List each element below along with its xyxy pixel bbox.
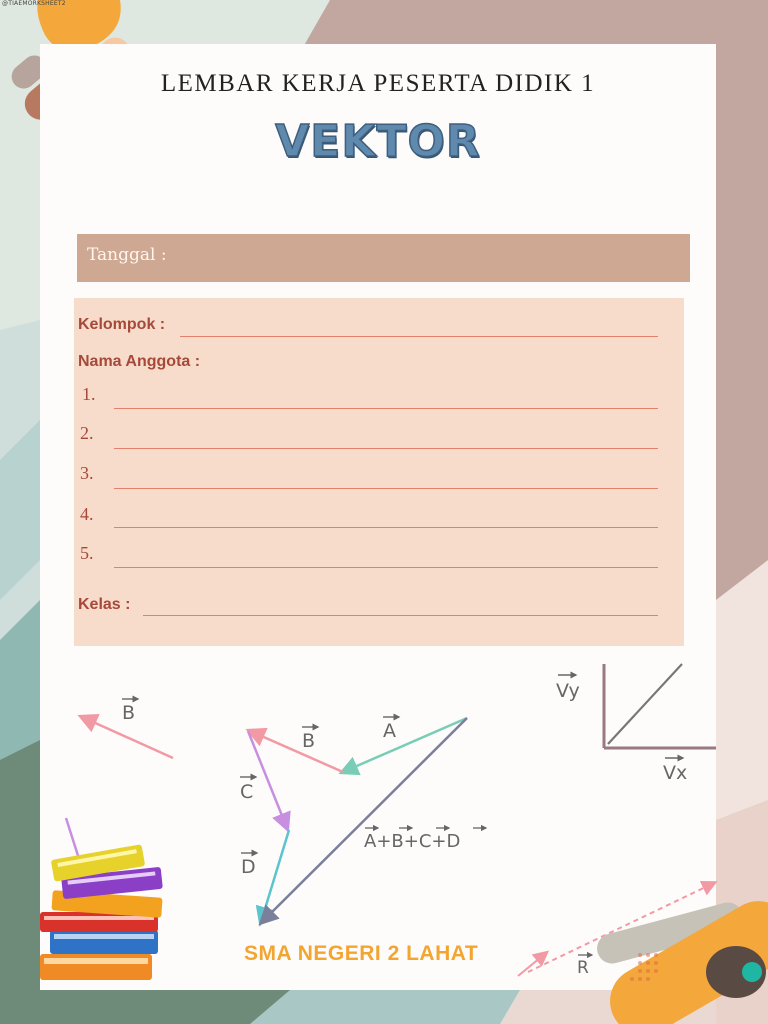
vy-label: Vy: [556, 680, 580, 702]
member-number-4: 4.: [80, 504, 94, 524]
vector-b-label: B: [302, 730, 316, 752]
vector-d-label: D: [241, 856, 256, 878]
watermark: @TIAEMORKSHEET2: [2, 0, 66, 7]
school-name: SMA NEGERI 2 LAHAT: [244, 942, 479, 965]
class-label: Kelas :: [78, 596, 131, 613]
vector-c-label: C: [240, 781, 254, 803]
worksheet-title: VEKTOR: [275, 116, 481, 167]
group-label: Kelompok :: [78, 316, 166, 333]
member-number-5: 5.: [80, 543, 94, 563]
vector-b-left-label: B: [122, 702, 136, 724]
member-number-3: 3.: [80, 463, 94, 483]
worksheet-subtitle: LEMBAR KERJA PESERTA DIDIK 1: [160, 70, 596, 97]
resultant-sum-label: A+B+C+D: [364, 831, 461, 852]
member-number-2: 2.: [80, 423, 94, 443]
member-number-1: 1.: [82, 384, 96, 404]
vector-a-label: A: [383, 720, 396, 742]
members-label: Nama Anggota :: [78, 353, 201, 370]
vector-r-label: R: [577, 958, 589, 978]
date-label: Tanggal :: [87, 245, 167, 265]
vx-label: Vx: [663, 762, 688, 784]
